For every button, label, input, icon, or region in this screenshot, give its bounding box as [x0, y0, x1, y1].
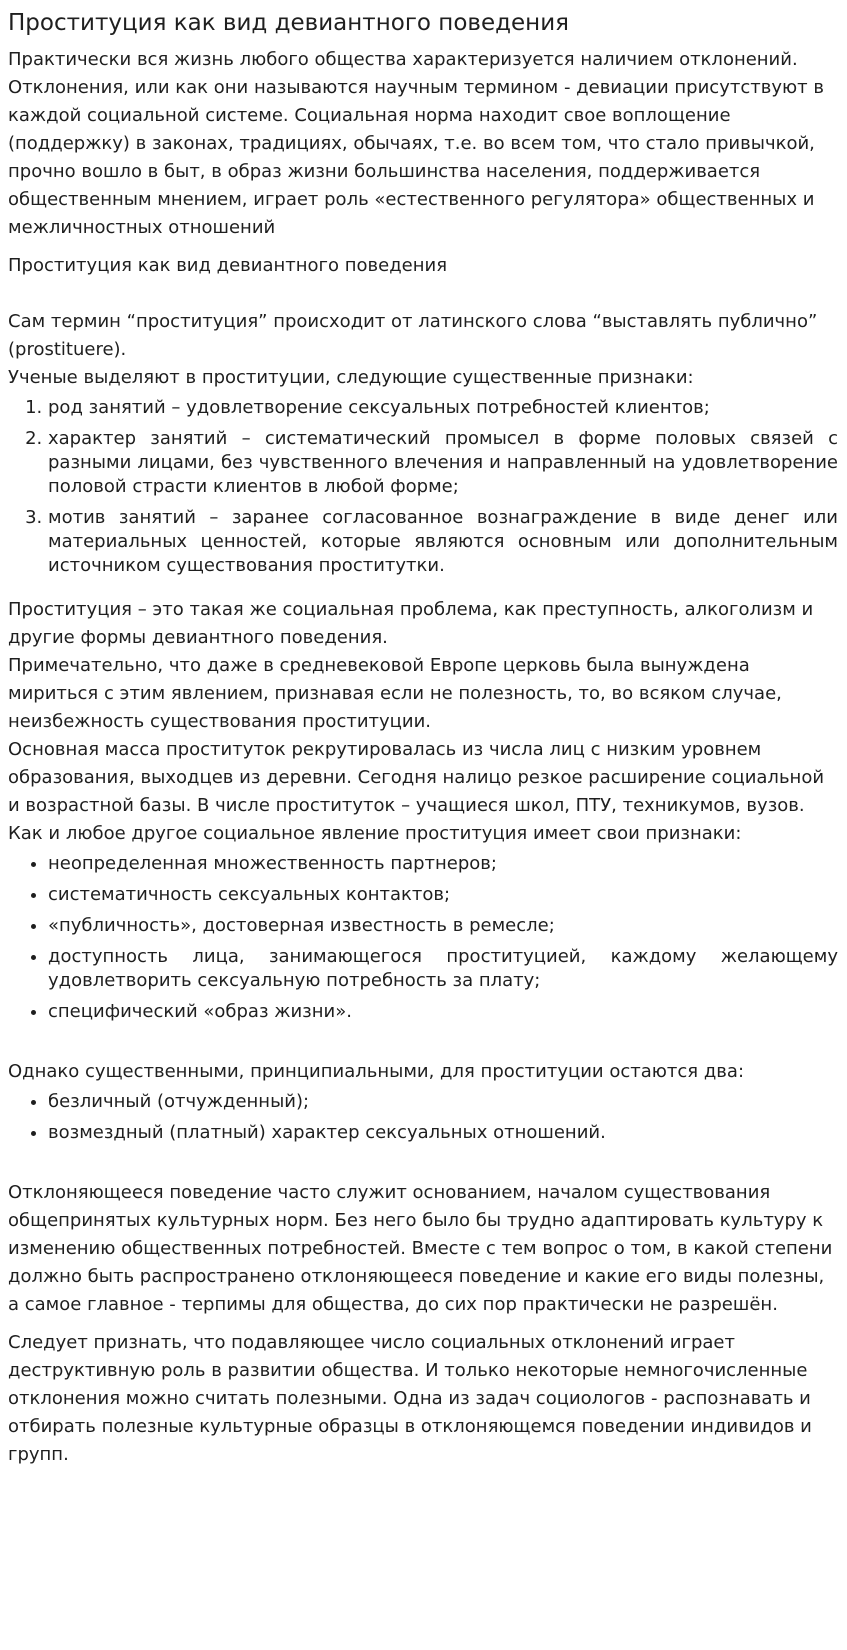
principal-list: [8, 1090, 838, 1145]
features-intro: Ученые выделяют в проституции, следующие существенные признаки:: [8, 367, 694, 388]
subheading: Проституция как вид девиантного поведения: [8, 255, 448, 276]
conclusion-paragraph-2: Следует признать, что подавляющее число социальных отклонений играет деструктивную роль в развитии общества. И только некоторые немногочисленные отклонения можно считать полезными. Одна из задач социологов - распознавать и отбирать полезные культурные образцы в отклоняющемся поведении индивидов и групп.: [8, 1332, 812, 1465]
recruitment-paragraph: Основная масса проституток рекрутировалась из числа лиц с низким уровнем образования, выходцев из деревни. Сегодня налицо резкое расширение социальной и возрастной базы. В числе проституток – учащиеся школ, ПТУ, техникумов, вузов.: [8, 739, 825, 816]
middle-ages-paragraph: Примечательно, что даже в средневековой Европе церковь была вынуждена мириться с этим явлением, признавая если не полезность, то, во всяком случае, неизбежность существования проституции.: [8, 655, 782, 732]
list-item: • «публичность», достоверная известность в ремесле;: [48, 914, 838, 938]
list-item: • доступность лица, занимающегося проституцией, каждому желающему удовлетворить сексуальную потребность за плату;: [48, 945, 838, 993]
intro-paragraph: Практически вся жизнь любого общества характеризуется наличием отклонений. Отклонения, или как они называются научным термином - девиации присутствуют в каждой социальной системе. Социальная норма находит свое воплощение (поддержку) в законах, традициях, обычаях, т.е. во всем том, что стало привычкой, прочно вошло в быт, в образ жизни большинства населения, поддерживается общественным мнением, играет роль «естественного регулятора» общественных и межличностных отношений: [8, 49, 824, 238]
list-item: • безличный (отчужденный);: [48, 1090, 838, 1114]
conclusion-paragraph: Отклоняющееся поведение часто служит основанием, началом существования общепринятых культурных норм. Без него было бы трудно адаптировать культуру к изменению общественных потребностей. Вместе с тем вопрос о том, в какой степени должно быть распространено отклоняющееся поведение и какие его виды полезны, а самое главное - терпимы для общества, до сих пор практически не разрешён.: [8, 1182, 833, 1315]
list-item: • неопределенная множественность партнеров;: [48, 852, 838, 876]
signs-intro: Как и любое другое социальное явление проституция имеет свои признаки:: [8, 823, 742, 844]
page-title: Проституция как вид девиантного поведения: [8, 10, 569, 36]
features-list: [8, 396, 838, 578]
social-problem-paragraph: Проституция – это такая же социальная проблема, как преступность, алкоголизм и другие формы девиантного поведения.: [8, 599, 814, 648]
list-item: • возмездный (платный) характер сексуальных отношений.: [48, 1121, 838, 1145]
list-item: • специфический «образ жизни».: [48, 1000, 838, 1024]
principal-intro: Однако существенными, принципиальными, для проституции остаются два:: [8, 1061, 745, 1082]
term-origin-paragraph: Сам термин “проституция” происходит от латинского слова “выставлять публично” (prostituere).: [8, 311, 818, 360]
list-item: 3. мотив занятий – заранее согласованное вознаграждение в виде денег или материальных ценностей, которые являются основным или дополнительным источником существования проститутки.: [48, 506, 838, 578]
blank-line: [8, 280, 838, 308]
list-item: • систематичность сексуальных контактов;: [48, 883, 838, 907]
list-item: 2. характер занятий – систематический промысел в форме половых связей с разными лицами, без чувственного влечения и направленный на удовлетворение половой страсти клиентов в любой форме;: [48, 427, 838, 499]
signs-list: [8, 852, 838, 1024]
list-item: 1. род занятий – удовлетворение сексуальных потребностей клиентов;: [48, 396, 838, 420]
